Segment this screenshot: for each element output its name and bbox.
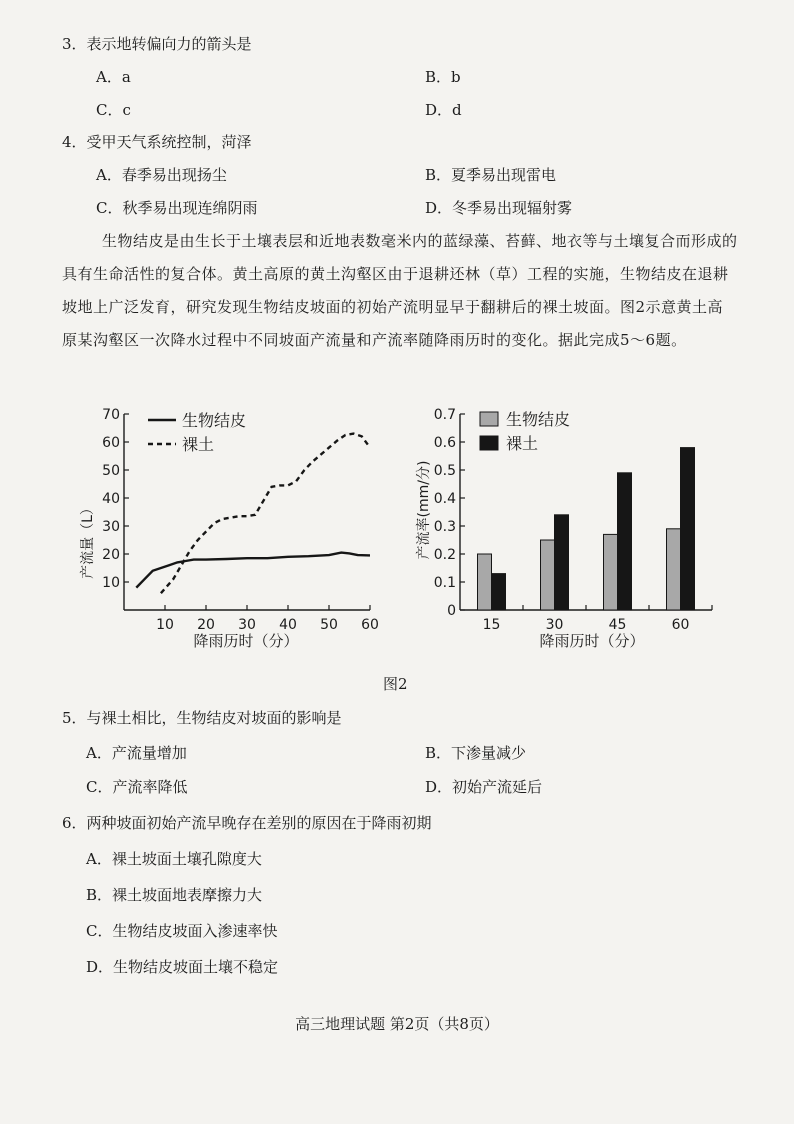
q6-option-b: B．裸土坡面地表摩擦力大 — [86, 886, 263, 904]
q4-option-c: C．秋季易出现连绵阴雨 — [96, 199, 258, 217]
y-tick-label: 0.1 — [433, 575, 456, 591]
figure-caption: 图2 — [383, 675, 408, 693]
q3-option-a: A．a — [96, 68, 131, 86]
passage-text: 生物结皮是由生长于土壤表层和近地表数毫米内的蓝绿藻、苔藓、地衣等与土壤复合而形成的具有生命活性的复合体。黄土高原的黄土沟壑区由于退耕还林（草）工程的实施，生物结皮在退耕坡地上广泛发育，研究发现生物结皮坡面的初始产流明显早于翻耕后的裸土坡面。图2示意黄土高原某沟壑区一次降水过程中不同坡面产流量和产流率随降雨历时的变化。据此完成5～6题。 — [62, 232, 738, 349]
bar-bare-soil — [618, 473, 632, 610]
y-tick-label: 20 — [102, 547, 120, 563]
question-5-stem: 5．与裸土相比，生物结皮对坡面的影响是 — [62, 709, 342, 727]
q6-option-c: C．生物结皮坡面入渗速率快 — [86, 922, 278, 940]
x-tick-label: 60 — [671, 617, 690, 633]
runoff-volume-line-chart — [70, 400, 390, 660]
bar-bare-soil — [555, 515, 569, 610]
q3-option-d: D．d — [425, 101, 462, 119]
line-chart-legend — [148, 411, 246, 454]
q5-option-a: A．产流量增加 — [86, 744, 187, 762]
y-tick-label: 0.4 — [433, 491, 456, 507]
q5-option-b: B．下渗量减少 — [425, 744, 527, 762]
x-tick-label: 10 — [156, 617, 174, 633]
q6-option-d: D．生物结皮坡面土壤不稳定 — [86, 958, 279, 976]
legend-swatch — [480, 412, 498, 426]
y-tick-label: 0.5 — [433, 463, 456, 479]
bar-bare-soil — [681, 448, 695, 610]
y-tick-label: 60 — [102, 435, 120, 451]
x-tick-label: 50 — [320, 617, 338, 633]
legend-label: 裸土 — [506, 434, 539, 453]
bar-biocrust — [541, 540, 555, 610]
x-tick-label: 60 — [361, 617, 379, 633]
bar-chart-ylabel: 产流率(mm/分) — [416, 460, 432, 560]
q5-option-d: D．初始产流延后 — [425, 778, 543, 796]
q5-option-c: C．产流率降低 — [86, 778, 188, 796]
y-tick-label: 70 — [102, 407, 120, 423]
bar-bare-soil — [492, 574, 506, 610]
y-tick-label: 40 — [102, 491, 120, 507]
bar-chart-legend — [480, 410, 570, 453]
q4-option-d: D．冬季易出现辐射雾 — [425, 199, 573, 217]
q3-option-b: B．b — [425, 68, 461, 86]
page-footer: 高三地理试题 第2页（共8页） — [295, 1015, 499, 1033]
question-4-stem: 4．受甲天气系统控制，菏泽 — [62, 133, 252, 151]
q6-option-a: A．裸土坡面土壤孔隙度大 — [86, 850, 262, 868]
y-tick-label: 10 — [102, 575, 120, 591]
legend-label: 裸土 — [182, 435, 215, 454]
q4-option-b: B．夏季易出现雷电 — [425, 166, 557, 184]
x-tick-label: 15 — [482, 617, 501, 633]
legend-label: 生物结皮 — [182, 411, 247, 430]
bar-chart-xlabel: 降雨历时（分） — [539, 632, 645, 650]
y-tick-label: 0.6 — [433, 435, 456, 451]
q3-option-c: C．c — [96, 101, 131, 119]
y-tick-label: 30 — [102, 519, 120, 535]
x-tick-label: 20 — [197, 617, 215, 633]
bar-chart-bars — [478, 448, 695, 610]
q4-option-a: A．春季易出现扬尘 — [96, 166, 227, 184]
y-tick-label: 0 — [447, 603, 456, 619]
legend-label: 生物结皮 — [506, 410, 571, 429]
x-tick-label: 30 — [238, 617, 256, 633]
y-tick-label: 0.2 — [433, 547, 456, 563]
bar-biocrust — [667, 529, 681, 610]
runoff-rate-bar-chart — [410, 400, 730, 660]
series-line-bare-soil — [161, 434, 370, 594]
x-tick-label: 45 — [608, 617, 627, 633]
y-tick-label: 0.7 — [433, 407, 456, 423]
question-6-stem: 6．两种坡面初始产流早晚存在差别的原因在于降雨初期 — [62, 814, 432, 832]
y-tick-label: 0.3 — [433, 519, 456, 535]
y-tick-label: 50 — [102, 463, 120, 479]
legend-swatch — [480, 436, 498, 450]
line-chart-ylabel: 产流量（L） — [80, 501, 96, 579]
series-line-biocrust — [136, 553, 370, 588]
x-tick-label: 30 — [545, 617, 564, 633]
reading-passage — [62, 225, 738, 357]
line-chart-xlabel: 降雨历时（分） — [193, 632, 299, 650]
bar-biocrust — [478, 554, 492, 610]
x-tick-label: 40 — [279, 617, 297, 633]
bar-biocrust — [604, 534, 618, 610]
question-3-stem: 3．表示地转偏向力的箭头是 — [62, 35, 252, 53]
